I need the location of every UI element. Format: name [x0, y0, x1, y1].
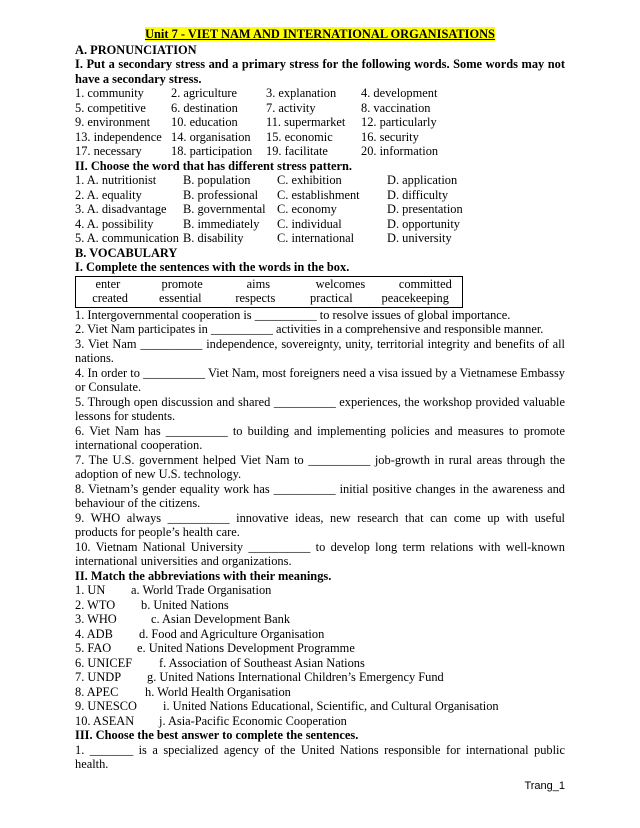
stress-word: 14. organisation: [171, 129, 251, 144]
gap-fill-sentence: 9. WHO always __________ innovative ideas, new research that can come up with useful products for people’s health care.: [75, 510, 565, 539]
document-page: [75, 27, 565, 772]
box-word: welcomes: [315, 276, 366, 291]
stress-word: 8. vaccination: [361, 100, 431, 115]
meaning: j. Asia-Pacific Economic Cooperation: [159, 713, 347, 728]
answer-option: C. establishment: [277, 187, 360, 202]
choice-row: [75, 217, 565, 232]
box-word: peacekeeping: [381, 291, 449, 305]
answer-option: D. presentation: [387, 202, 463, 216]
match-row: [75, 714, 565, 729]
match-row: [75, 670, 565, 685]
match-row: [75, 612, 565, 627]
match-row: [75, 699, 565, 714]
meaning: e. United Nations Development Programme: [137, 641, 355, 655]
answer-option: D. university: [387, 231, 452, 245]
answer-option: D. difficulty: [387, 187, 449, 202]
section-a-heading: A. PRONUNCIATION: [75, 42, 197, 57]
match-row: [75, 598, 565, 613]
abbreviation: 8. APEC: [75, 684, 119, 699]
stress-word: 1. community: [75, 86, 144, 100]
gap-fill-sentence: 7. The U.S. government helped Viet Nam to __________ job-growth in rural areas through the adoption of new U.S. technology.: [75, 452, 565, 481]
stress-word: 16. security: [361, 129, 419, 144]
answer-option: 3. A. disadvantage: [75, 202, 167, 216]
answer-option: D. application: [387, 173, 458, 187]
answer-option: B. professional: [183, 187, 259, 202]
abbreviation-match-list: [75, 583, 565, 728]
abbreviation: 6. UNICEF: [75, 655, 133, 670]
abbreviation: 5. FAO: [75, 641, 112, 655]
answer-option: C. economy: [277, 202, 337, 216]
box-word: enter: [95, 276, 121, 291]
answer-option: B. immediately: [183, 216, 260, 231]
abbreviation: 10. ASEAN: [75, 713, 135, 728]
question-1: 1. _______ is a specialized agency of the United Nations responsible for international public health.: [75, 742, 565, 771]
meaning: c. Asian Development Bank: [151, 612, 291, 626]
stress-choice-list: [75, 173, 565, 246]
match-row: [75, 641, 565, 656]
word-box-row: [76, 291, 462, 306]
box-word: essential: [158, 291, 202, 305]
exercise-b3-heading: III. Choose the best answer to complete the sentences.: [75, 728, 359, 742]
word-row: [75, 130, 565, 145]
unit-title: Unit 7 - VIET NAM AND INTERNATIONAL ORGANISATIONS: [145, 27, 495, 41]
word-box: [75, 276, 463, 308]
exercise-b1-heading: I. Complete the sentences with the words in the box.: [75, 260, 350, 274]
gap-fill-sentence: 1. Intergovernmental cooperation is __________ to resolve issues of global importance.: [75, 307, 511, 322]
choice-row: [75, 173, 565, 188]
gap-fill-sentence: 2. Viet Nam participates in __________ activities in a comprehensive and responsible manner.: [75, 322, 544, 336]
gap-fill-sentences: [75, 308, 565, 569]
stress-word: 20. information: [361, 144, 439, 158]
gap-fill-sentence: 10. Vietnam National University __________ to develop long term relations with well-known international universities and organizations.: [75, 539, 565, 568]
choice-row: [75, 202, 565, 217]
abbreviation: 7. UNDP: [75, 670, 122, 684]
answer-option: D. opportunity: [387, 216, 460, 231]
gap-fill-sentence: 3. Viet Nam __________ independence, sovereignty, unity, territorial integrity and benefits of all nations.: [75, 336, 565, 365]
abbreviation: 9. UNESCO: [75, 699, 137, 713]
match-row: [75, 627, 565, 642]
meaning: d. Food and Agriculture Organisation: [139, 626, 325, 641]
box-word: promote: [161, 276, 203, 291]
abbreviation: 3. WHO: [75, 612, 117, 626]
gap-fill-sentence: 8. Vietnam’s gender equality work has __________ initial positive changes in the awareness and behaviour of the citizens.: [75, 481, 565, 510]
answer-option: 1. A. nutritionist: [75, 173, 157, 187]
stress-word: 9. environment: [75, 115, 151, 129]
box-word: created: [92, 291, 128, 305]
stress-word: 6. destination: [171, 100, 238, 115]
meaning: a. World Trade Organisation: [131, 583, 272, 597]
exercise-a1-heading: I. Put a secondary stress and a primary stress for the following words. Some words may not have a secondary stress.: [75, 57, 565, 86]
gap-fill-sentence: 5. Through open discussion and shared __________ experiences, the workshop provided valuable lessons for students.: [75, 394, 565, 423]
box-word: respects: [235, 291, 276, 305]
word-row: [75, 144, 565, 159]
answer-option: 2. A. equality: [75, 187, 142, 202]
exercise-a2-heading: II. Choose the word that has different stress pattern.: [75, 158, 352, 173]
word-row: [75, 101, 565, 116]
page-number: Trang_1: [524, 780, 565, 792]
stress-word: 7. activity: [266, 100, 316, 115]
stress-word: 18. participation: [171, 144, 253, 158]
meaning: i. United Nations Educational, Scientific, and Cultural Organisation: [163, 699, 499, 713]
gap-fill-sentence: 6. Viet Nam has __________ to building and implementing policies and measures to promote international cooperation.: [75, 423, 565, 452]
abbreviation: 4. ADB: [75, 626, 113, 641]
answer-option: 5. A. communication: [75, 231, 179, 245]
gap-fill-sentence: 4. In order to __________ Viet Nam, most foreigners need a visa issued by a Vietnamese Embassy or Consulate.: [75, 365, 565, 394]
stress-word-list: [75, 86, 565, 159]
choice-row: [75, 188, 565, 203]
box-word: committed: [398, 276, 452, 291]
meaning: f. Association of Southeast Asian Nations: [159, 655, 365, 670]
choice-row: [75, 231, 565, 246]
stress-word: 13. independence: [75, 129, 162, 144]
word-row: [75, 86, 565, 101]
answer-option: C. exhibition: [277, 173, 342, 187]
answer-option: C. international: [277, 231, 355, 245]
stress-word: 12. particularly: [361, 115, 437, 129]
answer-option: B. population: [183, 173, 251, 187]
abbreviation: 2. WTO: [75, 597, 116, 612]
box-word: practical: [310, 291, 353, 305]
stress-word: 4. development: [361, 86, 438, 100]
answer-option: B. disability: [183, 231, 244, 245]
meaning: g. United Nations International Children’s Emergency Fund: [147, 670, 444, 684]
meaning: h. World Health Organisation: [145, 684, 291, 699]
stress-word: 19. facilitate: [266, 144, 328, 158]
stress-word: 10. education: [171, 115, 238, 129]
section-b-heading: B. VOCABULARY: [75, 245, 178, 260]
stress-word: 17. necessary: [75, 144, 142, 158]
match-row: [75, 685, 565, 700]
answer-option: C. individual: [277, 216, 342, 231]
box-word: aims: [246, 276, 271, 291]
meaning: b. United Nations: [141, 597, 229, 612]
stress-word: 3. explanation: [266, 86, 337, 100]
stress-word: 11. supermarket: [266, 115, 346, 129]
match-row: [75, 583, 565, 598]
abbreviation: 1. UN: [75, 583, 106, 597]
word-box-row: [76, 277, 462, 292]
answer-option: B. governmental: [183, 202, 266, 216]
stress-word: 15. economic: [266, 129, 333, 144]
answer-option: 4. A. possibility: [75, 216, 154, 231]
exercise-b2-heading: II. Match the abbreviations with their meanings.: [75, 568, 332, 583]
word-row: [75, 115, 565, 130]
stress-word: 5. competitive: [75, 100, 146, 115]
match-row: [75, 656, 565, 671]
stress-word: 2. agriculture: [171, 86, 238, 100]
